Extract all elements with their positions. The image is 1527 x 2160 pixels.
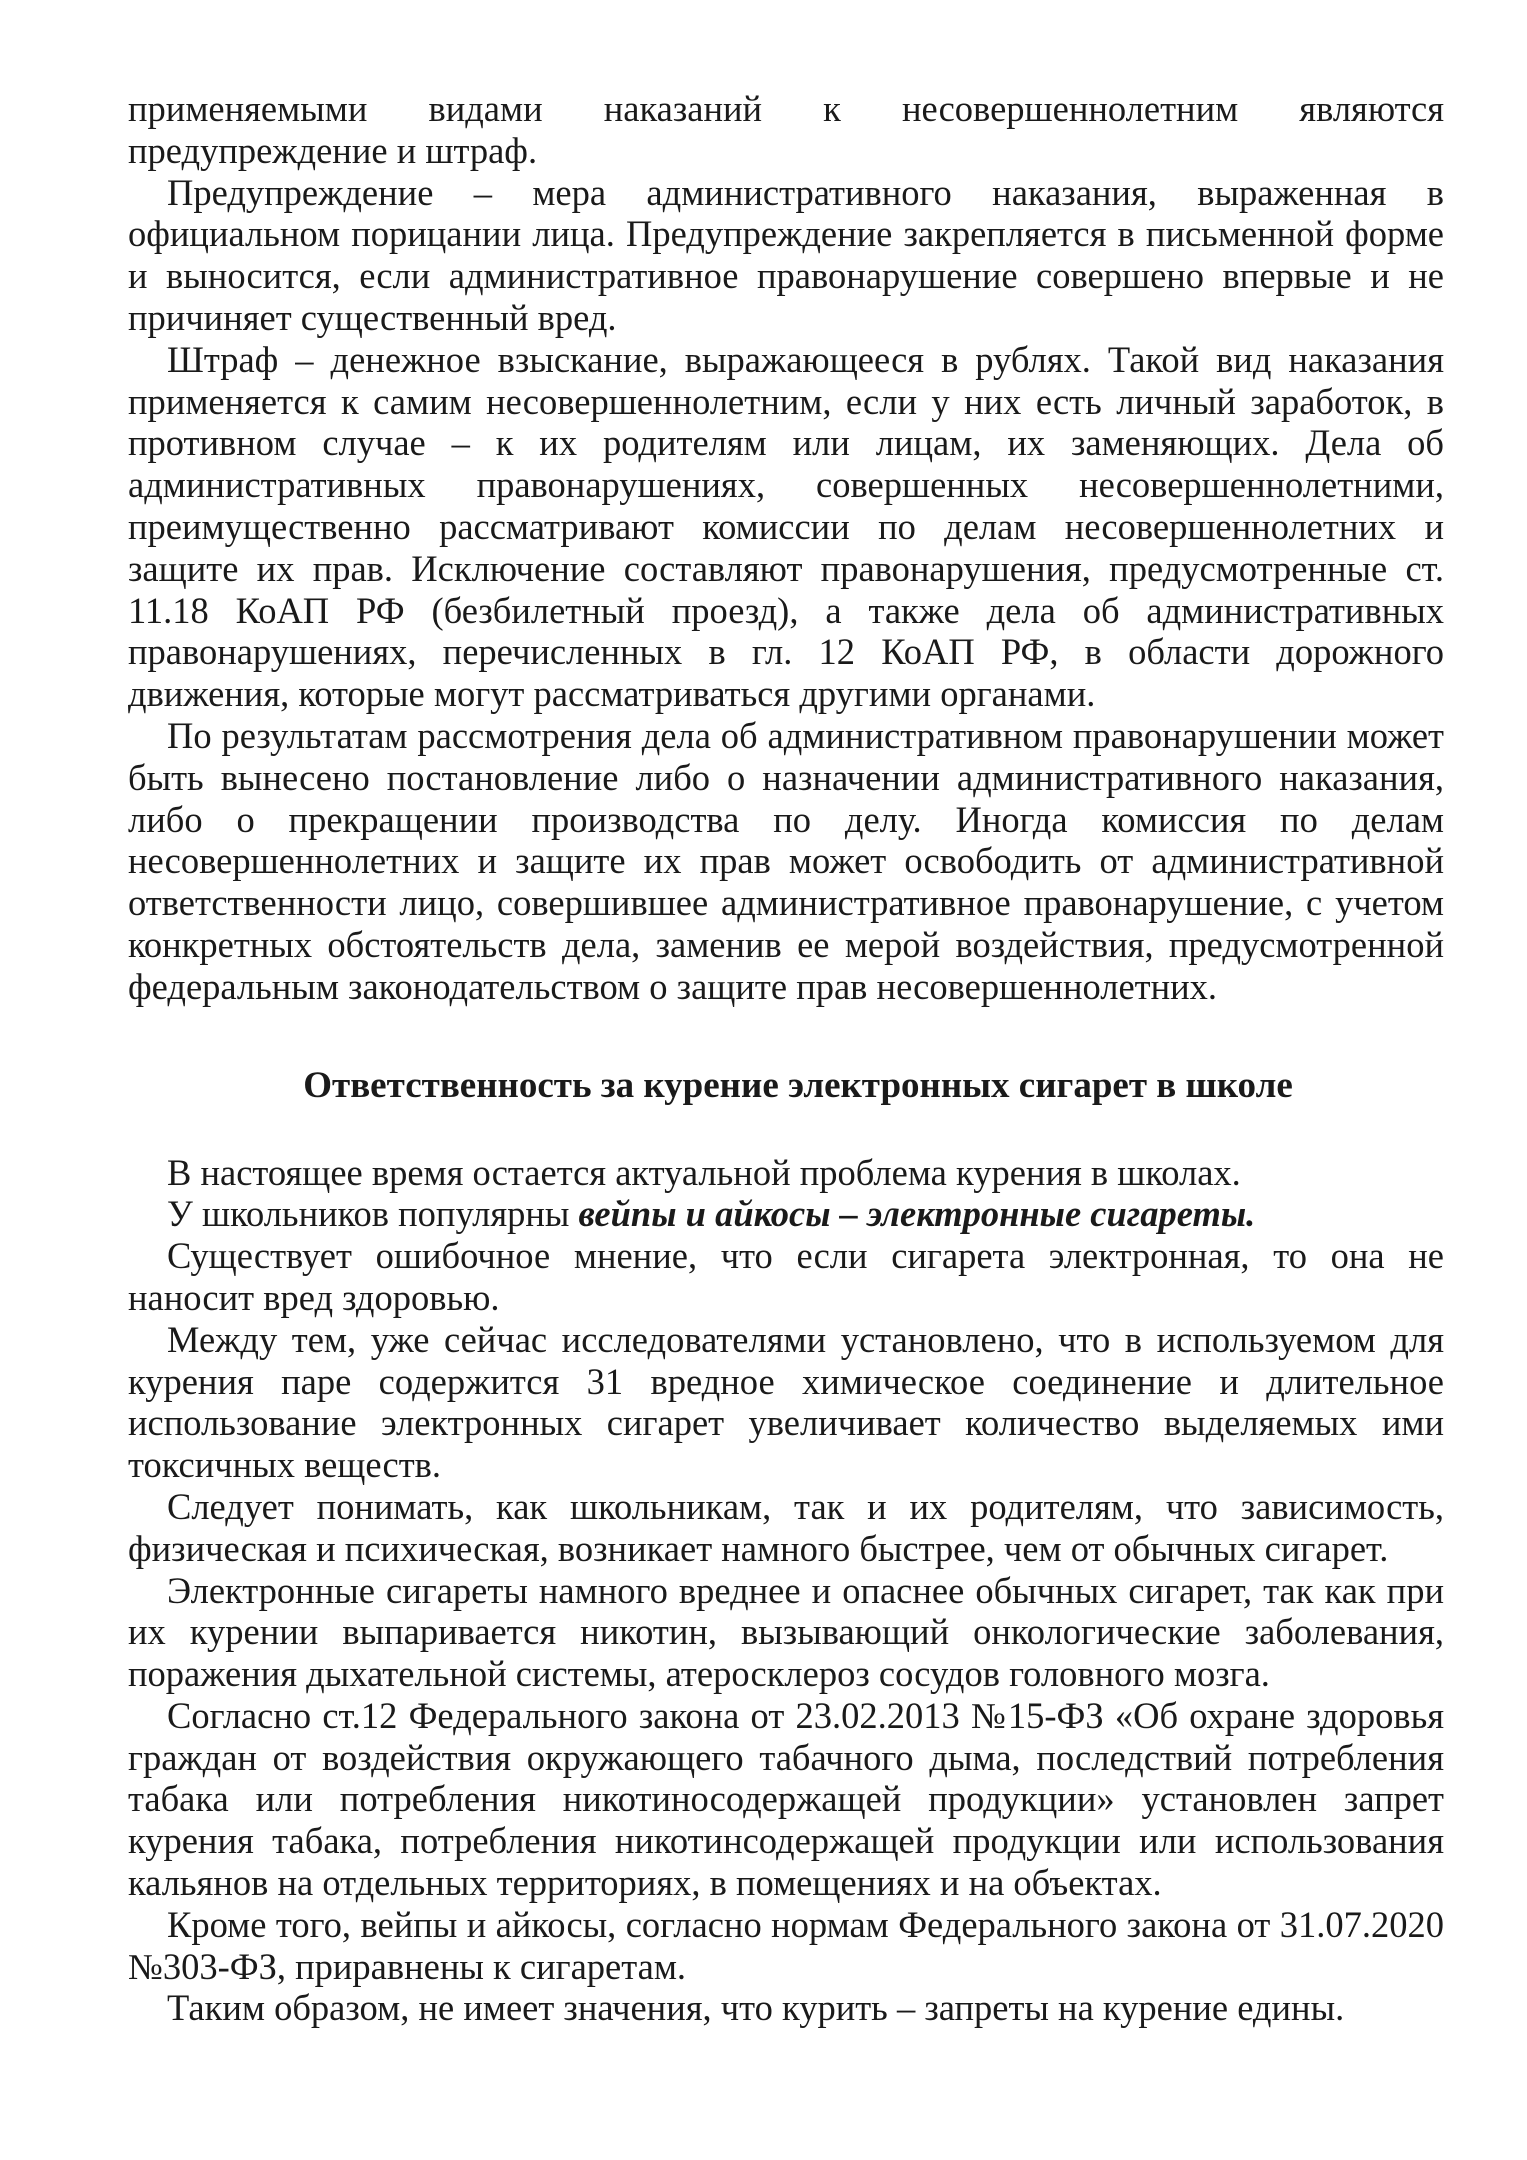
paragraph-federal-law-15: Согласно ст.12 Федерального закона от 23.02.2013 №15-ФЗ «Об охране здоровья граждан от воздействия окружающего табачного дыма, последствий потребления табака или потребления никотиносодержащей продукции» установлен запрет курения табака, потребления никотинсодержащей продукции или использования кальянов на отдельных территориях, в помещениях и на объектах. (128, 1694, 1444, 1904)
paragraph-smoking-problem: В настоящее время остается актуальной проблема курения в школах. (167, 1151, 1241, 1193)
popular-devices-prefix: У школьников популярны (167, 1193, 579, 1235)
paragraph-continuation: применяемыми видами наказаний к несовершеннолетним являются предупреждение и штраф. (128, 88, 1444, 171)
paragraph-misconception: Существует ошибочное мнение, что если сигарета электронная, то она не наносит вред здоровью. (128, 1235, 1444, 1318)
paragraph-research: Между тем, уже сейчас исследователями установлено, что в используемом для курения паре содержится 31 вредное химическое соединение и длительное использование электронных сигарет увеличивает количество выделяемых ими токсичных веществ. (128, 1318, 1444, 1486)
section-body (128, 1152, 1444, 2030)
paragraph-harm: Электронные сигареты намного вреднее и опаснее обычных сигарет, так как при их курении выпаривается никотин, вызывающий онкологические заболевания, поражения дыхательной системы, атеросклероз сосудов головного мозга. (128, 1569, 1444, 1695)
paragraph-popular-devices (128, 1193, 1444, 1235)
popular-devices-emphasis: вейпы и айкосы – электронные сигареты. (578, 1193, 1256, 1235)
paragraph-warning-definition: Предупреждение – мера административного наказания, выраженная в официальном порицании лица. Предупреждение закрепляется в письменной форме и выносится, если административное правонарушение совершено впервые и не причиняет существенный вред. (128, 171, 1444, 338)
paragraph-fine-definition: Штраф – денежное взыскание, выражающееся в рублях. Такой вид наказания применяется к самим несовершеннолетним, если у них есть личный заработок, в противном случае – к их родителям или лицам, их заменяющих. Дела об административных правонарушениях, совершенных несовершеннолетними, преимущественно рассматривают комиссии по делам несовершеннолетних и защите их прав. Исключение составляют правонарушения, предусмотренные ст. 11.18 КоАП РФ (безбилетный проезд), а также дела об административных правонарушениях, перечисленных в гл. 12 КоАП РФ, в области дорожного движения, которые могут рассматриваться другими органами. (128, 338, 1444, 715)
paragraph-conclusion: Таким образом, не имеет значения, что курить – запреты на курение едины. (167, 1987, 1345, 2029)
paragraph-case-outcome: По результатам рассмотрения дела об административном правонарушении может быть вынесено постановление либо о назначении административного наказания, либо о прекращении производства по делу. Иногда комиссия по делам несовершеннолетних и защите их прав может освободить от административной ответственности лицо, совершившее административное правонарушение, с учетом конкретных обстоятельств дела, заменив ее мерой воздействия, предусмотренной федеральным законодательством о защите прав несовершеннолетних. (128, 714, 1444, 1007)
section-heading: Ответственность за курение электронных сигарет в школе (303, 1064, 1293, 1106)
page-content (128, 88, 1444, 2029)
paragraph-addiction: Следует понимать, как школьникам, так и их родителям, что зависимость, физическая и психическая, возникает намного быстрее, чем от обычных сигарет. (128, 1485, 1444, 1569)
paragraph-federal-law-303: Кроме того, вейпы и айкосы, согласно нормам Федерального закона от 31.07.2020 №303-ФЗ, приравнены к сигаретам. (128, 1903, 1444, 1987)
